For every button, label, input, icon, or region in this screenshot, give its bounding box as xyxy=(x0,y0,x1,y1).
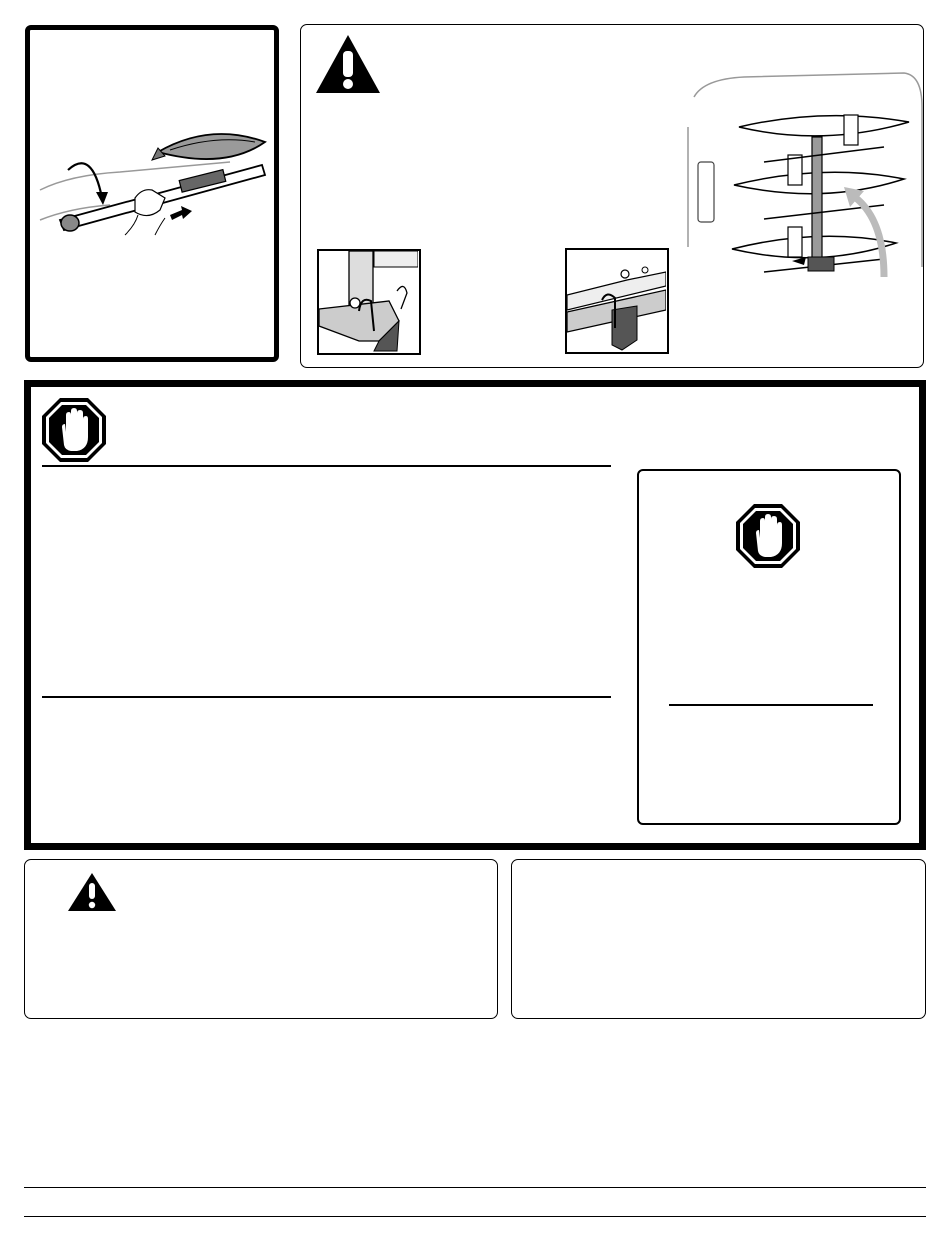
warning-rack-panel xyxy=(300,24,924,368)
rack-on-vehicle-illustration xyxy=(684,67,924,282)
kayak-loading-panel xyxy=(25,25,279,362)
inset-rule xyxy=(669,704,873,706)
section-rule-1 xyxy=(42,465,611,467)
warning-triangle-icon xyxy=(314,33,382,95)
section-rule-2 xyxy=(42,696,611,698)
kayak-loading-illustration xyxy=(30,30,274,357)
footer-rule-top xyxy=(24,1187,926,1188)
stop-notice-inset xyxy=(637,469,901,825)
footer-rule-bottom xyxy=(24,1216,926,1217)
warning-bottom-left-panel xyxy=(24,859,498,1019)
notes-bottom-right-panel xyxy=(511,859,926,1019)
warning-triangle-icon xyxy=(67,872,117,912)
stop-hand-icon xyxy=(41,397,107,463)
hitch-pin-detail-illustration xyxy=(317,249,421,355)
hitch-pin-folded-detail-illustration xyxy=(565,248,669,354)
stop-hand-icon xyxy=(735,503,801,569)
